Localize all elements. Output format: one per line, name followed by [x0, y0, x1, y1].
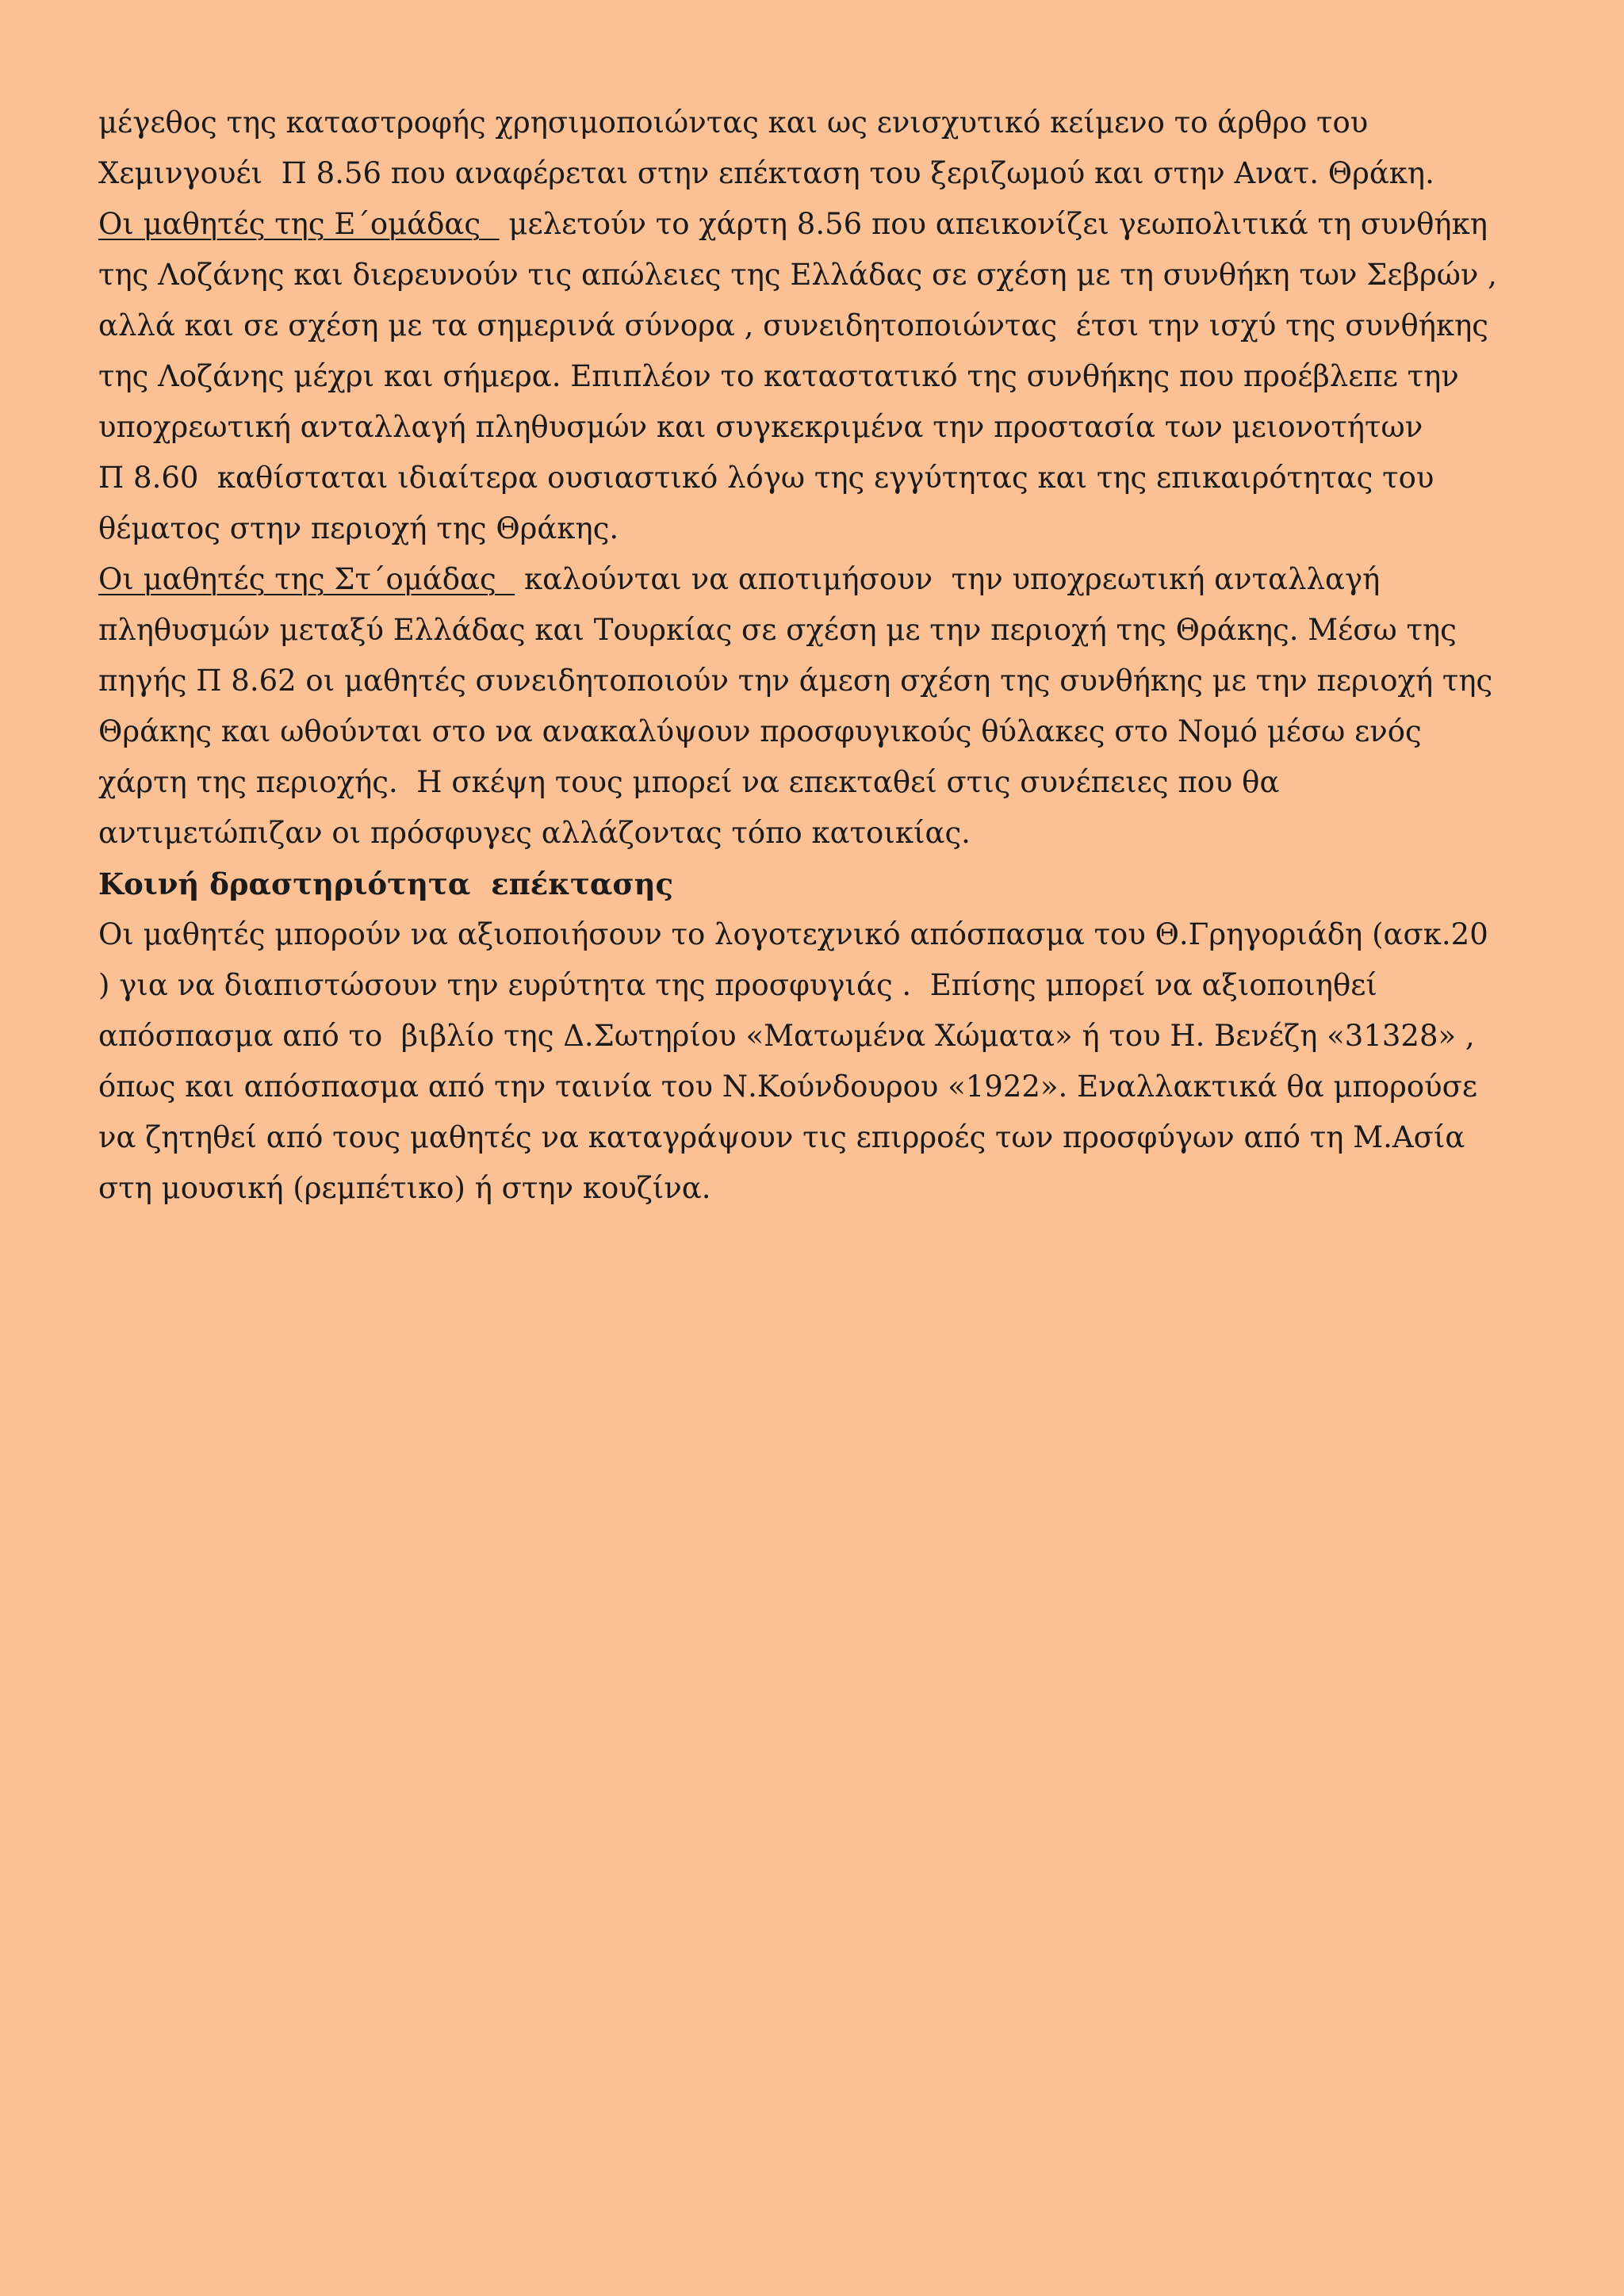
text-line: Χεμινγουέι Π 8.56 που αναφέρεται στην επέκταση του ξεριζωμού και στην Ανατ. Θράκη. [98, 156, 1434, 190]
group-st-label: Οι μαθητές της Στ΄ομάδας [98, 562, 515, 596]
text-line: απόσπασμα από το βιβλίο της Δ.Σωτηρίου «Ματωμένα Χώματα» ή του Η. Βενέζη «31328» , [98, 1019, 1475, 1053]
paragraph-extension [98, 909, 1545, 1214]
text-line: υποχρεωτική ανταλλαγή πληθυσμών και συγκεκριμένα την προστασία των μειονοτήτων [98, 410, 1423, 444]
text-run: μελετούν το χάρτη 8.56 που απεικονίζει γεωπολιτικά τη συνθήκη [499, 207, 1488, 241]
text-line: Π 8.60 καθίσταται ιδιαίτερα ουσιαστικό λόγω της εγγύτητας και της επικαιρότητας του [98, 461, 1434, 495]
text-line: της Λοζάνης και διερευνούν τις απώλειες της Ελλάδας σε σχέση με τη συνθήκη των Σεβρών , [98, 258, 1497, 292]
paragraph-intro [98, 98, 1545, 199]
section-heading: Κοινή δραστηριότητα επέκτασης [98, 867, 674, 901]
text-line: της Λοζάνης μέχρι και σήμερα. Επιπλέον το καταστατικό της συνθήκης που προέβλεπε την [98, 359, 1459, 393]
text-line: στη μουσική (ρεμπέτικο) ή στην κουζίνα. [98, 1171, 711, 1205]
paragraph-group-e [98, 199, 1545, 554]
text-line: αλλά και σε σχέση με τα σημερινά σύνορα , συνειδητοποιώντας έτσι την ισχύ της συνθήκης [98, 308, 1488, 342]
text-line: αντιμετώπιζαν οι πρόσφυγες αλλάζοντας τόπο κατοικίας. [98, 816, 971, 850]
text-line: να ζητηθεί από τους μαθητές να καταγράψουν τις επιρροές των προσφύγων από τη Μ.Ασία [98, 1120, 1465, 1154]
text-line: θέματος στην περιοχή της Θράκης. [98, 511, 619, 545]
text-line: πηγής Π 8.62 οι μαθητές συνειδητοποιούν την άμεση σχέση της συνθήκης με την περιοχή της [98, 664, 1493, 698]
text-line [98, 554, 1545, 605]
text-line: ) για να διαπιστώσουν την ευρύτητα της προσφυγιάς . Επίσης μπορεί να αξιοποιηθεί [98, 968, 1377, 1002]
group-e-label: Οι μαθητές της Ε΄ομάδας [98, 207, 500, 241]
text-line [98, 199, 1545, 250]
text-line: Οι μαθητές μπορούν να αξιοποιήσουν το λογοτεχνικό απόσπασμα του Θ.Γρηγοριάδη (ασκ.20 [98, 917, 1488, 951]
text-run: καλούνται να αποτιμήσουν την υποχρεωτική ανταλλαγή [515, 562, 1381, 596]
text-line: μέγεθος της καταστροφής χρησιμοποιώντας και ως ενισχυτικό κείμενο το άρθρο του [98, 105, 1369, 140]
paragraph-group-st [98, 554, 1545, 859]
text-line: πληθυσμών μεταξύ Ελλάδας και Τουρκίας σε σχέση με την περιοχή της Θράκης. Μέσω της [98, 613, 1457, 647]
text-line: χάρτη της περιοχής. Η σκέψη τους μπορεί να επεκταθεί στις συνέπειες που θα [98, 765, 1280, 799]
text-line: Θράκης και ωθούνται στο να ανακαλύψουν προσφυγικούς θύλακες στο Νομό μέσω ενός [98, 714, 1422, 748]
text-line: όπως και απόσπασμα από την ταινία του Ν.Κούνδουρου «1922». Εναλλακτικά θα μπορούσε [98, 1070, 1478, 1104]
